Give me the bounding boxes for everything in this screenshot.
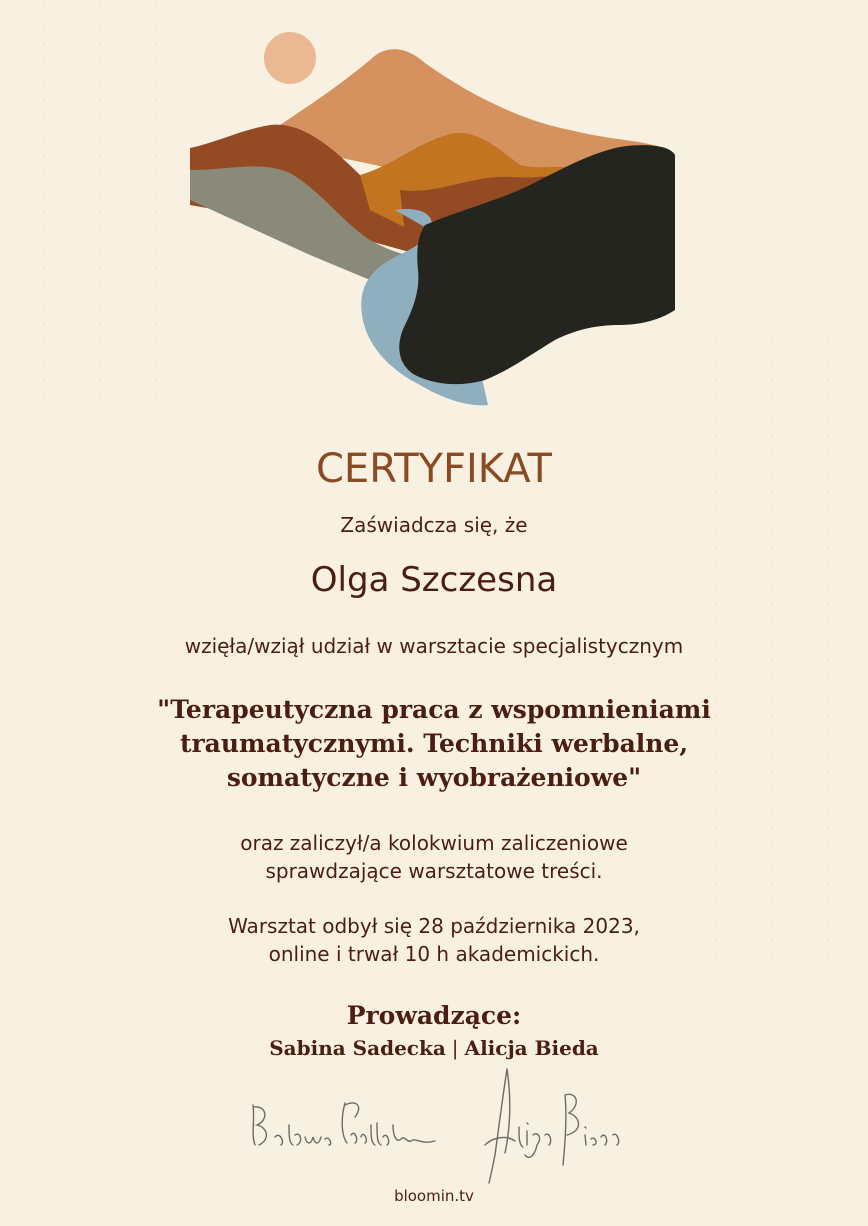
completion-line: oraz zaliczył/a kolokwium zaliczeniowe [240,831,628,855]
intro-text: Zaświadcza się, że [340,513,528,537]
signature-sabina-sadecka [253,1103,435,1145]
sun-icon [264,32,316,84]
details-line: online i trwał 10 h akademickich. [268,942,600,966]
signature-alicja-bieda [485,1069,619,1183]
leader-name: Alicja Bieda [464,1036,599,1060]
details-text [0,912,868,968]
leaders-heading: Prowadzące: [346,1001,522,1030]
landscape-illustration [170,25,690,415]
signatures [245,1065,635,1185]
leader-separator: | [451,1036,459,1060]
recipient-name: Olga Szczesna [310,560,558,600]
completion-text [0,829,868,885]
leaders-names [0,1036,868,1060]
certificate-title: CERTYFIKAT [316,446,552,492]
workshop-title [0,693,868,795]
participation-text: wzięła/wziął udział w warsztacie specjalistycznym [184,634,684,658]
workshop-title-line: somatyczne i wyobrażeniowe" [226,763,642,792]
footer-website: bloomin.tv [394,1187,474,1205]
completion-line: sprawdzające warsztatowe treści. [265,859,603,883]
details-line: Warsztat odbył się 28 października 2023, [228,914,640,938]
leader-name: Sabina Sadecka [269,1036,446,1060]
workshop-title-line: "Terapeutyczna praca z wspomnieniami [157,695,711,724]
workshop-title-line: traumatycznymi. Techniki werbalne, [179,729,689,758]
